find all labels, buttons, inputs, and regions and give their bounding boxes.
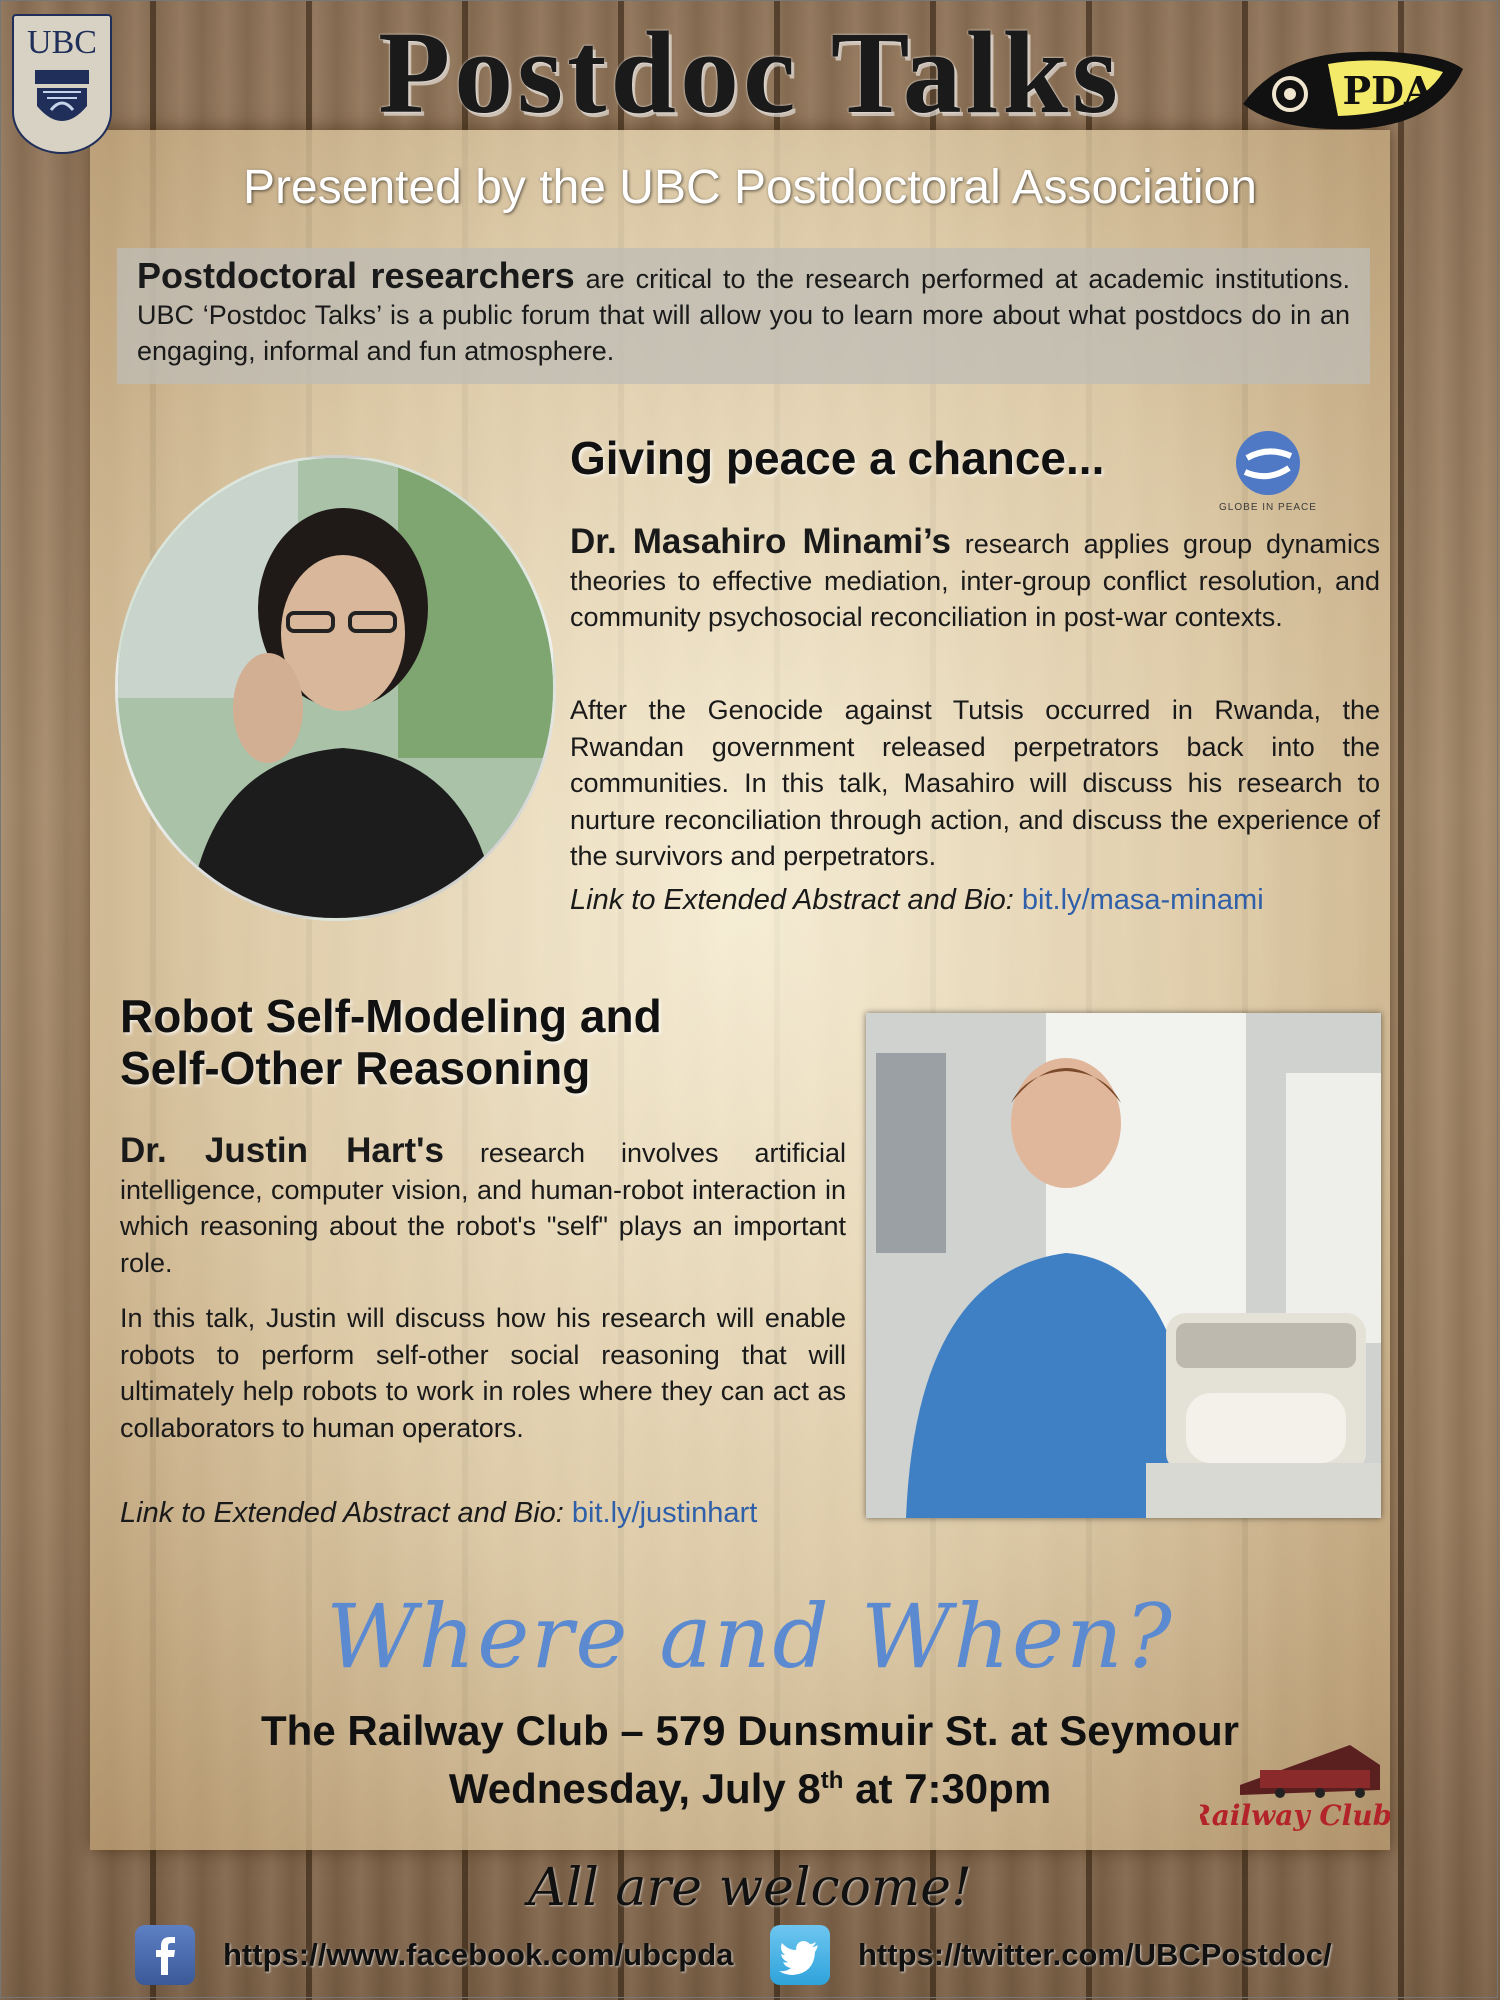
intro-text: are critical to the research performed at academic institutions. UBC ‘Postdoc Talks’ is a public forum that will allow you to learn more about what postdocs do in an engaging, informal and fun atmosphere.: [137, 264, 1350, 366]
twitter-icon[interactable]: [770, 1925, 830, 1985]
subtitle: Presented by the UBC Postdoctoral Association: [243, 161, 1257, 214]
speaker-photo-justin: [866, 1013, 1381, 1518]
twitter-link[interactable]: https://twitter.com/UBCPostdoc/: [858, 1937, 1332, 1972]
talk1-title: Giving peace a chance...: [570, 432, 1105, 484]
facebook-row: [135, 1925, 733, 1985]
event-venue: The Railway Club – 579 Dunsmuir St. at Seymour: [261, 1707, 1239, 1754]
talk1-summary-text: research applies group dynamics theories to effective mediation, inter-group conflict resolution, and community psychosocial reconciliation in post-war contexts.: [570, 529, 1380, 632]
talk2-details: In this talk, Justin will discuss how his research will enable robots to perform self-other social reasoning that will ultimately help robots to work in roles where they can act as collaborators to human operators.: [120, 1303, 846, 1443]
pda-logo-text: PDA: [1342, 68, 1434, 113]
talk1-link[interactable]: bit.ly/masa-minami: [1021, 884, 1264, 916]
pda-logo: [1238, 44, 1468, 134]
all-welcome-text: All are welcome!: [528, 1858, 972, 1918]
railway-club-logo-text: Railway Club: [1200, 1799, 1390, 1832]
talk1-link-label: Link to Extended Abstract and Bio:: [570, 884, 1022, 916]
main-title: Postdoc Talks: [378, 7, 1122, 138]
intro-box: [117, 248, 1370, 384]
railway-club-logo: [1200, 1735, 1390, 1840]
talk2-title-line1: Robot Self-Modeling and: [120, 990, 662, 1042]
talk1-details: After the Genocide against Tutsis occurred in Rwanda, the Rwandan government released perpetrators back into the communities. In this talk, Masahiro will discuss his research to nurture reconciliation through action, and discuss the experience of the survivors and perpetrators.: [570, 695, 1380, 871]
where-and-when-heading: Where and When?: [326, 1585, 1174, 1688]
event-date: Wednesday, July 8: [448, 1765, 821, 1812]
speaker-photo-masahiro: [115, 455, 556, 921]
talk1-summary: [570, 524, 1380, 636]
talk2-title-line2: Self-Other Reasoning: [120, 1042, 591, 1094]
globe-icon: [1233, 428, 1303, 498]
talk2-speaker: Dr. Justin Hart's: [120, 1131, 444, 1170]
globe-in-peace-caption: GLOBE IN PEACE: [1219, 502, 1317, 513]
talk2-link[interactable]: bit.ly/justinhart: [571, 1497, 758, 1529]
event-time: at 7:30pm: [843, 1765, 1052, 1812]
twitter-row: [770, 1925, 1332, 1985]
ubc-logo-text: UBC: [27, 24, 97, 61]
talk1-speaker: Dr. Masahiro Minami’s: [570, 522, 951, 561]
facebook-icon[interactable]: [135, 1925, 195, 1985]
event-date-suffix: th: [820, 1767, 844, 1794]
talk1-link-line: [570, 884, 1264, 917]
globe-in-peace-logo: [1210, 428, 1326, 518]
intro-bold: Postdoctoral researchers: [137, 255, 575, 296]
talk2-title: [120, 990, 662, 1094]
talk2-summary-text: research involves artificial intelligence, computer vision, and human-robot interaction in which reasoning about the robot's "self" plays an important role.: [120, 1138, 847, 1278]
talk2-link-line: [120, 1497, 757, 1530]
talk2-link-label: Link to Extended Abstract and Bio:: [120, 1497, 572, 1529]
talk2-summary: [120, 1133, 846, 1281]
facebook-link[interactable]: https://www.facebook.com/ubcpda: [223, 1937, 734, 1972]
